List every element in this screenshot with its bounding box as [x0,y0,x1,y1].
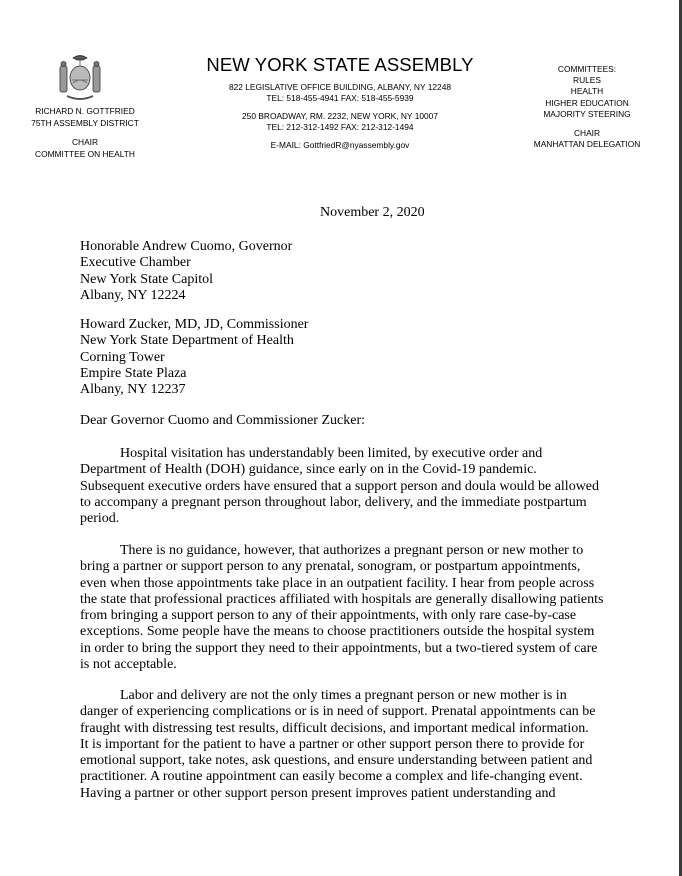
body-paragraph [80,446,600,527]
nyc-phone: TEL: 212-312-1492 FAX: 212-312-1494 [266,122,414,132]
member-committee: COMMITTEE ON HEALTH [35,148,135,159]
committee-item: MAJORITY STEERING [543,108,631,119]
chair-label: CHAIR [573,128,601,139]
member-role: CHAIR [71,137,99,147]
committee-item: HEALTH [570,86,604,97]
address-line: Executive Chamber [80,255,191,271]
letterhead-member-info [20,106,150,160]
paragraph-line: danger of experiencing complications or is in need of support. Prenatal appointments can be [80,704,596,720]
paragraph-line: bring a partner or support person to any prenatal, sonogram, or postpartum appointments, [80,559,581,575]
albany-address: 822 LEGISLATIVE OFFICE BUILDING, ALBANY, NY 12248 [228,82,452,92]
albany-phone: TEL: 518-455-4941 FAX: 518-455-5939 [266,93,414,103]
paragraph-line: Department of Health (DOH) guidance, since early on in the Covid-19 pandemic. [80,462,537,478]
address-line: New York State Capitol [80,271,213,287]
paragraph-line: It is important for the patient to have a partner or other support person there to provide for [80,736,585,752]
paragraph-line: Labor and delivery are not the only times a pregnant person or new mother is in [120,688,567,703]
paragraph-line: the state that professional practices affiliated with hospitals are generally disallowing patients [80,591,604,607]
paragraph-line: Hospital visitation has understandably been limited, by executive order and [120,446,543,461]
address-line: Corning Tower [80,349,165,365]
paragraph-line: period. [80,511,120,527]
new-york-state-seal-icon [55,52,105,104]
paragraph-line: in order to bring the support they need to their appointments, but a two-tiered system of care [80,640,598,656]
paragraph-line: There is no guidance, however, that authorizes a pregnant person or new mother to [120,543,584,558]
body-paragraph [80,688,600,802]
committee-item: RULES [573,75,601,86]
letter-date: November 2, 2020 [320,205,425,220]
letterhead-title: NEW YORK STATE ASSEMBLY [206,54,474,75]
address-line: New York State Department of Health [80,333,294,349]
email-address: E-MAIL: GottfriedR@nyassembly.gov [270,140,410,150]
address-line: Albany, NY 12237 [80,382,186,398]
paragraph-line: emotional support, take notes, ask questions, and ensure understanding between patient and [80,753,593,769]
paragraph-line: to accompany a pregnant person throughout labor, delivery, and the immediate postpartum [80,494,587,510]
paragraph-line: fraught with distressing test results, difficult decisions, and important medical information. [80,720,589,736]
body-paragraph [80,543,604,673]
address-line: Howard Zucker, MD, JD, Commissioner [80,317,309,332]
committees-label: COMMITTEES: [557,64,617,74]
nyc-address: 250 BROADWAY, RM. 2232, NEW YORK, NY 10007 [242,111,438,121]
address-line: Honorable Andrew Cuomo, Governor [80,239,293,254]
paragraph-line: is not acceptable. [80,657,177,673]
address-line: Albany, NY 12224 [80,287,186,303]
recipient-address-governor [80,239,292,304]
address-line: Empire State Plaza [80,365,187,381]
paragraph-line: exceptions. Some people have the means to choose practitioners outside the hospital system [80,624,595,640]
member-name: RICHARD N. GOTTFRIED [35,106,135,116]
committee-item: HIGHER EDUCATION [545,97,629,108]
paragraph-line: from bringing a support person to any of their appointments, with only rare case-by-case [80,608,577,624]
salutation: Dear Governor Cuomo and Commissioner Zucker: [80,413,365,428]
paragraph-line: Having a partner or other support person present improves patient understanding and [80,785,556,801]
letterhead-center [190,54,490,151]
paragraph-line: practitioner. A routine appointment can easily become a complex and life-changing event. [80,769,583,785]
member-district: 75TH ASSEMBLY DISTRICT [31,117,139,128]
paragraph-line: Subsequent executive orders have ensured that a support person and doula would be allowed [80,478,600,494]
recipient-address-commissioner [80,317,308,398]
letterhead-committees [518,64,656,150]
paragraph-line: even when those appointments take place in an outpatient facility. I hear from people across [80,575,595,591]
delegation-label: MANHATTAN DELEGATION [533,139,641,150]
